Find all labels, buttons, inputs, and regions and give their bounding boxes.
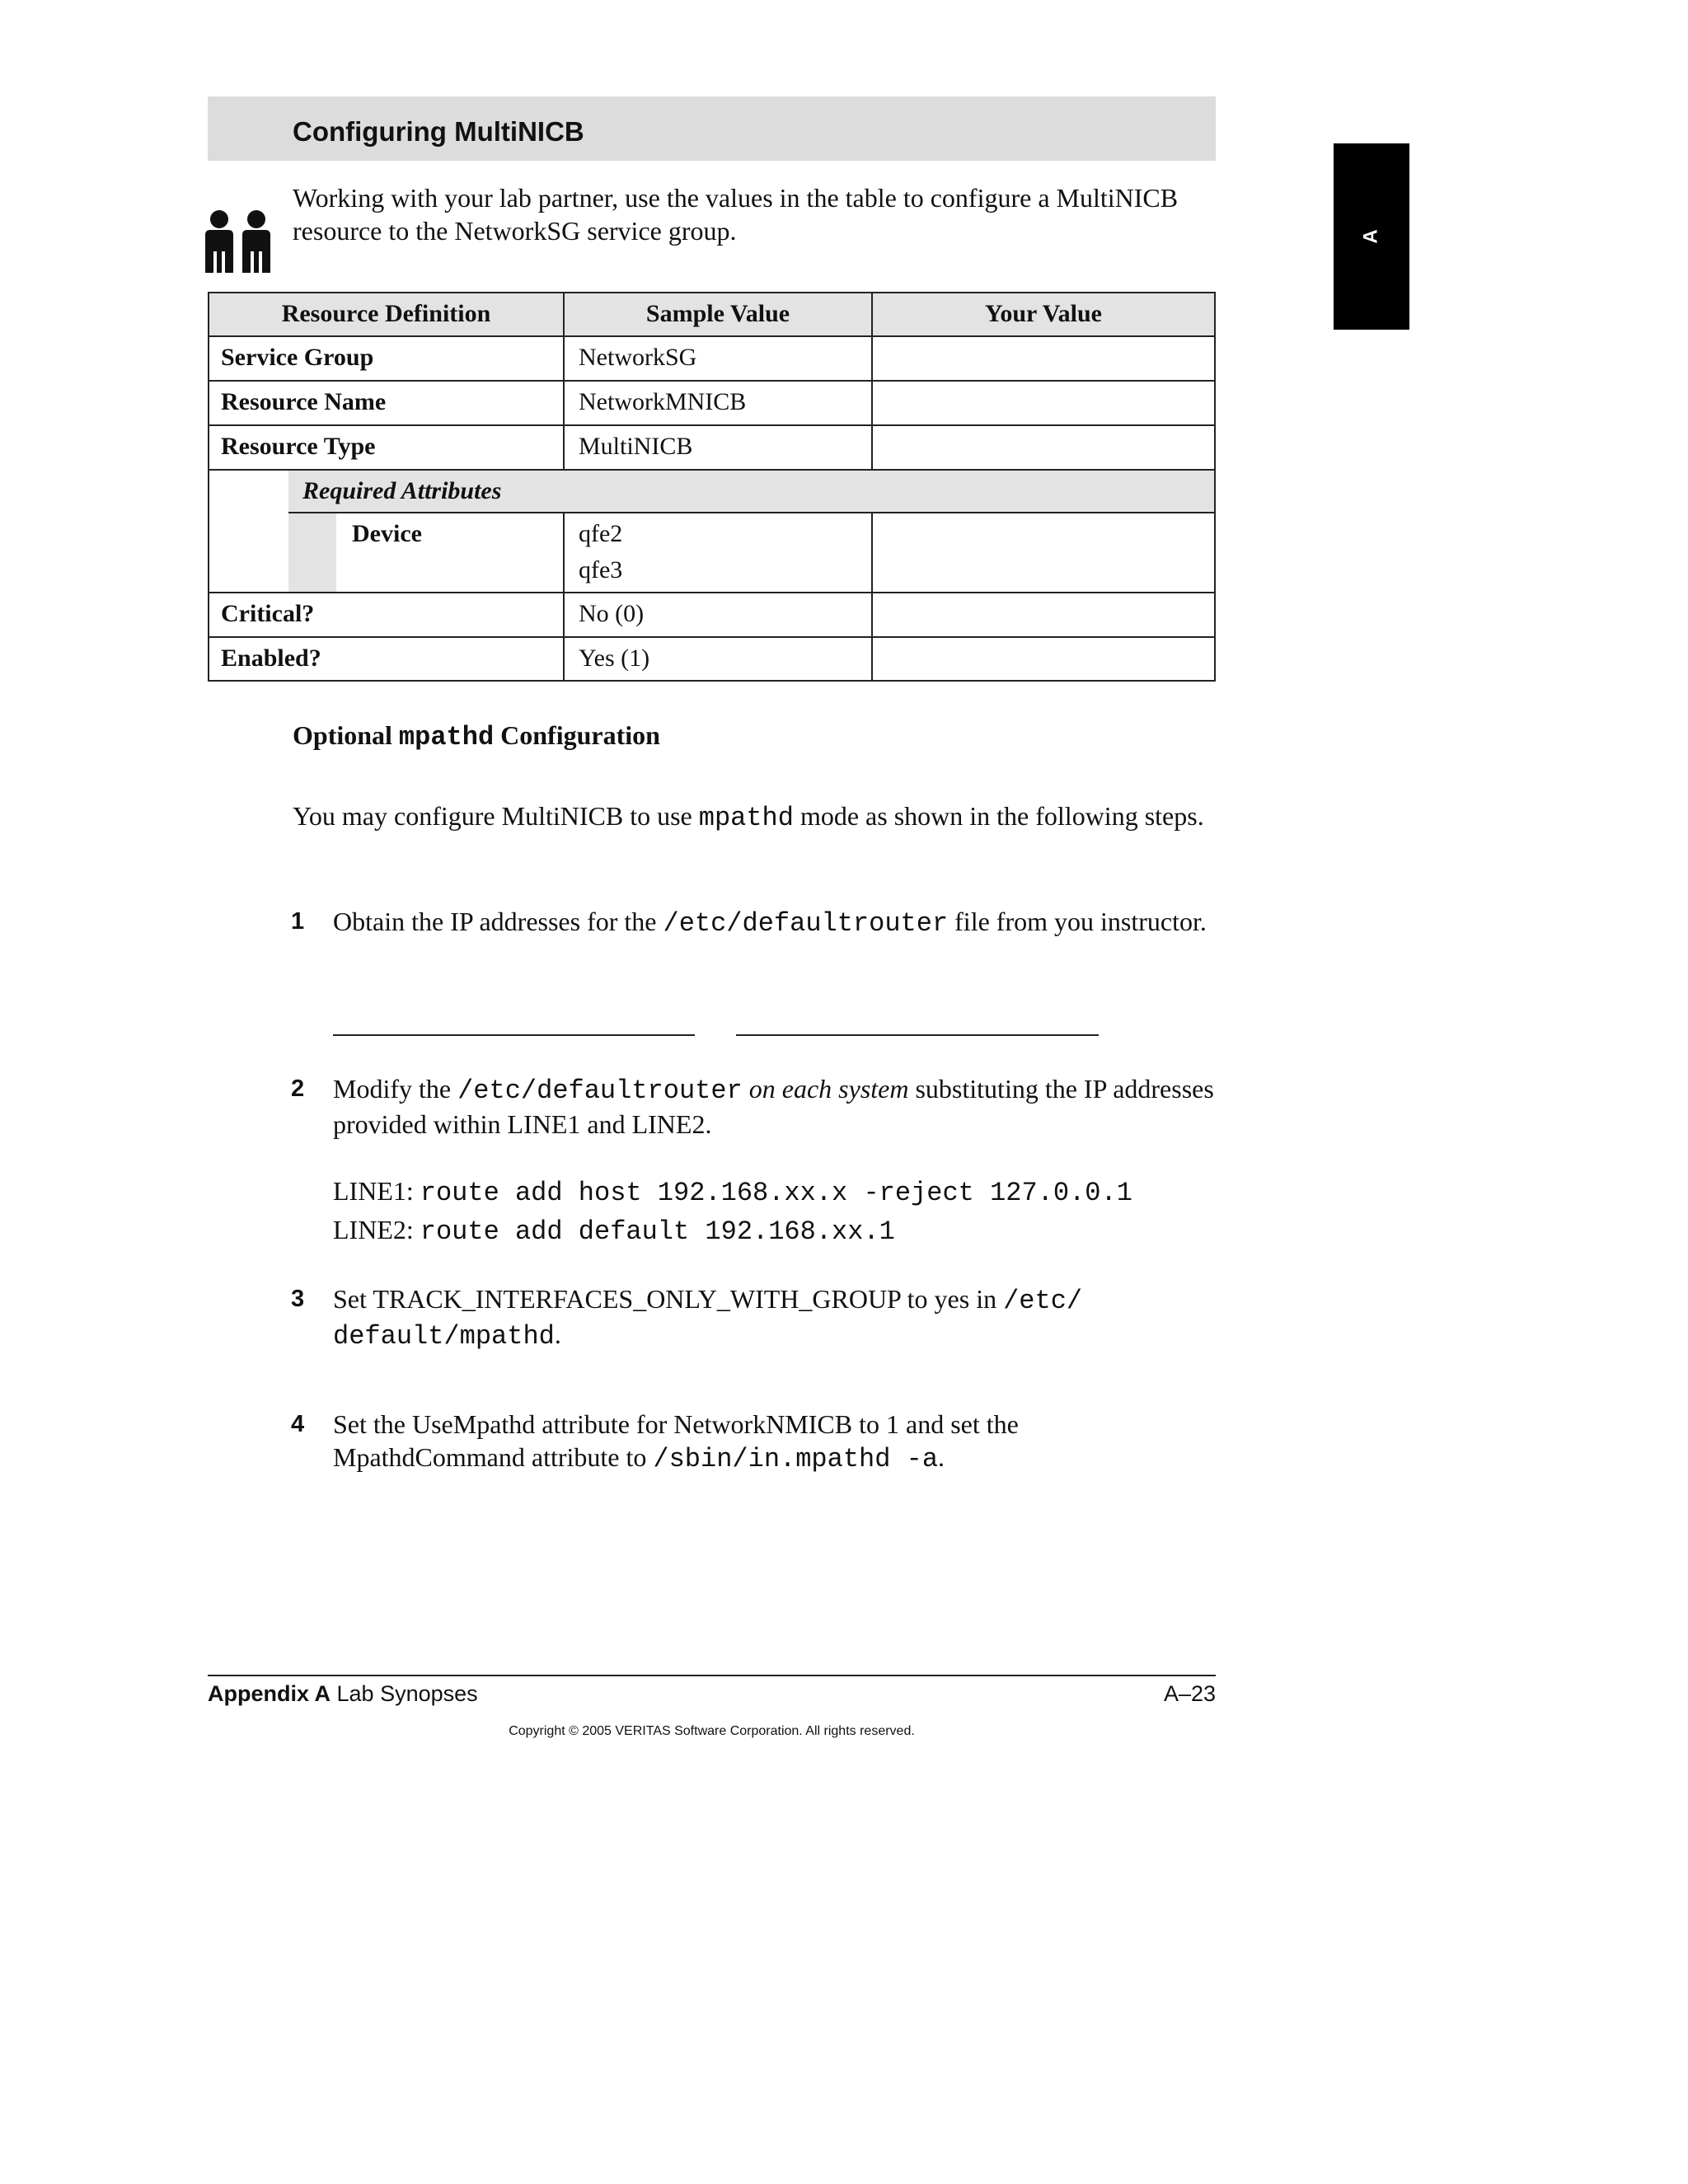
answer-blank[interactable] [333,1034,695,1036]
row-label: Resource Type [221,433,376,460]
step-text: Set TRACK_INTERFACES_ONLY_WITH_GROUP to yes in /etc/ default/mpathd. [333,1284,1083,1352]
footer-appendix: Appendix A Lab Synopses [208,1681,478,1706]
config-line-2: LINE2: route add default 192.168.xx.1 [333,1215,895,1247]
step-text: Set the UseMpathd attribute for NetworkNMICB to 1 and set the MpathdCommand attribute to /sbin/in.mpathd -a. [333,1409,1019,1474]
step-number: 4 [291,1411,305,1437]
column-header: Your Value [984,300,1102,327]
step-number: 2 [291,1076,305,1102]
row-value: NetworkSG [579,344,697,371]
device-value: qfe3 [579,556,623,583]
answer-blank[interactable] [736,1034,1099,1036]
step-text: Modify the /etc/defaultrouter on each system substituting the IP addresses provided within LINE1 and LINE2. [333,1074,1214,1139]
row-value: MultiNICB [579,433,693,460]
row-label: Resource Name [221,388,387,415]
row-value: No (0) [579,600,645,627]
indent-shade [288,513,336,593]
row-label: Enabled? [221,644,321,672]
side-tab-label: A [1360,229,1382,244]
row-label: Critical? [221,600,315,627]
device-value: qfe2 [579,520,623,547]
required-attributes-heading: Required Attributes [302,477,502,504]
page-number: A–23 [1163,1681,1216,1706]
copyright-notice: Copyright © 2005 VERITAS Software Corporation. All rights reserved. [509,1724,915,1738]
page-title: Configuring MultiNICB [293,116,584,147]
step-number: 1 [291,908,305,935]
config-line-1: LINE1: route add host 192.168.xx.x -reject 127.0.0.1 [333,1176,1132,1208]
appendix-side-tab [1334,143,1409,330]
optional-section-heading: Optional mpathd Configuration [293,720,660,752]
row-label: Service Group [221,344,374,371]
column-header: Resource Definition [281,300,491,327]
step-text: Obtain the IP addresses for the /etc/defaultrouter file from you instructor. [333,907,1207,939]
footer-rule [208,1675,1216,1676]
row-value: NetworkMNICB [579,388,747,415]
intro-paragraph: Working with your lab partner, use the values in the table to configure a MultiNICB resource to the NetworkSG service group. [293,183,1179,246]
device-label: Device [352,520,422,547]
lab-partners-icon [202,209,276,273]
optional-intro: You may configure MultiNICB to use mpathd mode as shown in the following steps. [293,801,1204,833]
row-value: Yes (1) [579,644,650,672]
column-header: Sample Value [645,300,790,327]
step-number: 3 [291,1286,305,1312]
